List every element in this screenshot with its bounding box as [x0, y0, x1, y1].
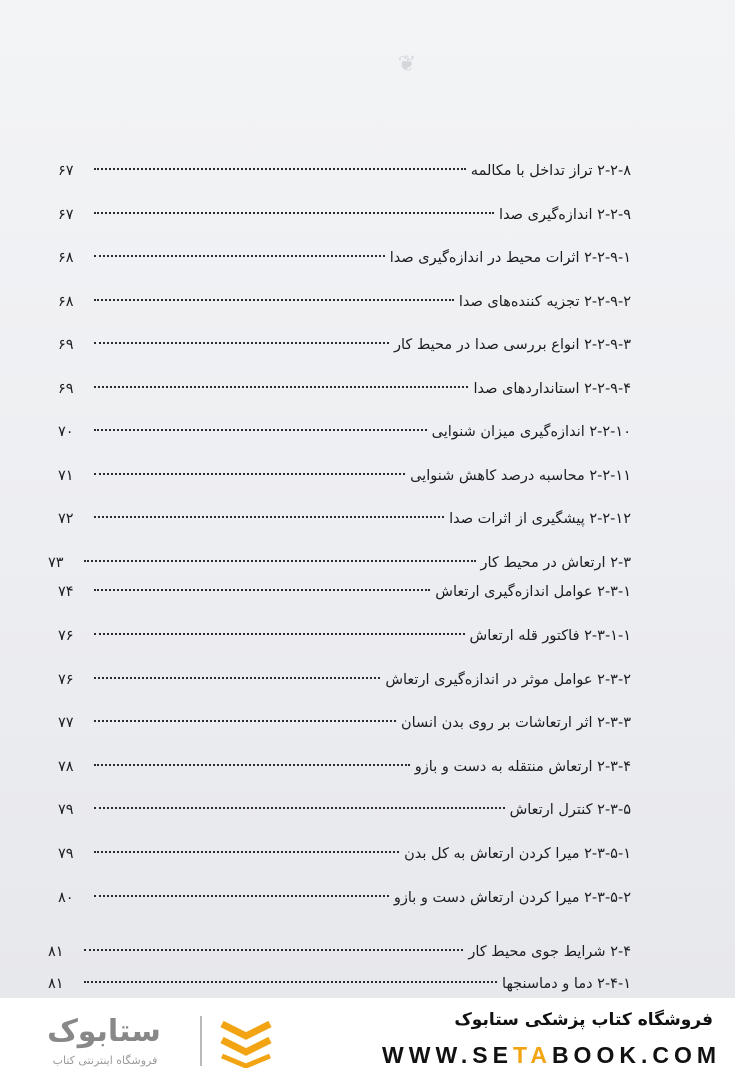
toc-dot-leader [94, 429, 427, 431]
toc-entry-page: ۶۹ [58, 381, 74, 397]
toc-entry-title: ۲-۳-۴ ارتعاش منتقله به دست و بازو [414, 759, 631, 775]
chevron-logo-icon [216, 1016, 276, 1068]
toc-dot-leader [94, 299, 454, 301]
toc-entry-title: ۲-۳-۵-۱ میرا کردن ارتعاش به کل بدن [404, 846, 631, 862]
toc-entry-title: ۲-۲-۹ اندازه‌گیری صدا [499, 207, 631, 223]
toc-dot-leader [94, 255, 385, 257]
toc-entry [58, 711, 631, 735]
toc-entry [58, 203, 631, 227]
toc-entry-page: ۶۷ [58, 163, 74, 179]
toc-entry-title: ۲-۲-۱۰ اندازه‌گیری میزان شنوایی [431, 424, 631, 440]
toc-dot-leader [94, 386, 468, 388]
toc-entry-page: ۷۷ [58, 715, 74, 731]
store-name: فروشگاه کتاب پزشکی ستابوک [454, 1010, 713, 1030]
toc-entry [58, 580, 631, 604]
toc-entry-page: ۸۱ [48, 976, 64, 992]
toc-entry-title: ۲-۳-۵ کنترل ارتعاش [509, 802, 631, 818]
toc-dot-leader [94, 764, 410, 766]
logo-wordmark: ستابوک [47, 1014, 161, 1049]
toc-entry [58, 668, 631, 692]
toc-entry-title: ۲-۲-۹-۲ تجزیه کننده‌های صدا [458, 294, 631, 310]
toc-dot-leader [84, 949, 463, 951]
store-url-part2: TA [512, 1042, 552, 1068]
toc-dot-leader [94, 633, 465, 635]
toc-entry-title: ۲-۲-۱۲ پیشگیری از اثرات صدا [449, 511, 631, 527]
toc-entry-page: ۷۹ [58, 846, 74, 862]
toc-dot-leader [94, 677, 380, 679]
toc-entry-title: ۲-۲-۹-۴ استانداردهای صدا [473, 381, 631, 397]
toc-entry-page: ۷۳ [48, 555, 64, 571]
toc-entry [58, 420, 631, 444]
store-footer [0, 998, 735, 1079]
toc-entry-page: ۶۹ [58, 337, 74, 353]
toc-entry-title: ۲-۴-۱ دما و دماسنجها [502, 976, 631, 992]
toc-dot-leader [84, 560, 476, 562]
toc-dot-leader [84, 981, 497, 983]
logo-subtitle: فروشگاه اینترنتی کتاب [52, 1054, 158, 1067]
toc-entry-title: ۲-۲-۱۱ محاسبه درصد کاهش شنوایی [410, 468, 631, 484]
toc-dot-leader [94, 342, 389, 344]
toc-dot-leader [94, 168, 466, 170]
toc-entry [58, 464, 631, 488]
toc-entry [58, 290, 631, 314]
page-ornament: ❦ [397, 52, 415, 77]
store-url[interactable] [382, 1042, 721, 1069]
toc-entry-page: ۸۰ [58, 890, 74, 906]
toc-entry [48, 551, 631, 575]
toc-entry [48, 972, 631, 996]
toc-entry-page: ۷۹ [58, 802, 74, 818]
toc-entry [58, 333, 631, 357]
toc-entry-page: ۶۸ [58, 250, 74, 266]
toc-entry-title: ۲-۴ شرایط جوی محیط کار [468, 944, 631, 960]
toc-entry-title: ۲-۳-۱ عوامل اندازه‌گیری ارتعاش [435, 584, 631, 600]
toc-dot-leader [94, 895, 389, 897]
toc-entry [58, 246, 631, 270]
toc-entry-page: ۷۶ [58, 672, 74, 688]
toc-entry-page: ۷۰ [58, 424, 74, 440]
toc-entry-title: ۲-۳ ارتعاش در محیط کار [480, 555, 631, 571]
footer-divider [200, 1016, 202, 1066]
toc-entry-page: ۷۸ [58, 759, 74, 775]
toc-entry-page: ۶۷ [58, 207, 74, 223]
toc-entry-title: ۲-۲-۸ تراز تداخل با مکالمه [470, 163, 631, 179]
toc-entry [58, 377, 631, 401]
toc-dot-leader [94, 473, 405, 475]
toc-entry-page: ۸۱ [48, 944, 64, 960]
toc-entry-title: ۲-۲-۹-۳ انواع بررسی صدا در محیط کار [393, 337, 631, 353]
store-url-part3: BOOK.COM [551, 1042, 721, 1068]
toc-entry-title: ۲-۲-۹-۱ اثرات محیط در اندازه‌گیری صدا [389, 250, 631, 266]
toc-entry [48, 940, 631, 964]
toc-dot-leader [94, 212, 494, 214]
toc-entry-page: ۷۴ [58, 584, 74, 600]
toc-entry [58, 755, 631, 779]
toc-entry-page: ۶۸ [58, 294, 74, 310]
toc-entry-page: ۷۶ [58, 628, 74, 644]
toc-entry [58, 798, 631, 822]
toc-entry-title: ۲-۳-۳ اثر ارتعاشات بر روی بدن انسان [400, 715, 631, 731]
toc-dot-leader [94, 516, 444, 518]
toc-entry-title: ۲-۳-۱-۱ فاکتور قله ارتعاش [469, 628, 631, 644]
toc-entry [58, 886, 631, 910]
toc-dot-leader [94, 589, 430, 591]
toc-dot-leader [94, 851, 399, 853]
toc-entry [58, 159, 631, 183]
toc-entry [58, 842, 631, 866]
toc-entry-title: ۲-۳-۲ عوامل موثر در اندازه‌گیری ارتعاش [385, 672, 631, 688]
toc-entry-page: ۷۱ [58, 468, 74, 484]
toc-dot-leader [94, 720, 396, 722]
toc-dot-leader [94, 807, 505, 809]
toc-entry-title: ۲-۳-۵-۲ میرا کردن ارتعاش دست و بازو [393, 890, 631, 906]
toc-entry [58, 507, 631, 531]
toc-entry [58, 624, 631, 648]
store-url-part1: WWW.SE [382, 1042, 513, 1068]
toc-entry-page: ۷۲ [58, 511, 74, 527]
